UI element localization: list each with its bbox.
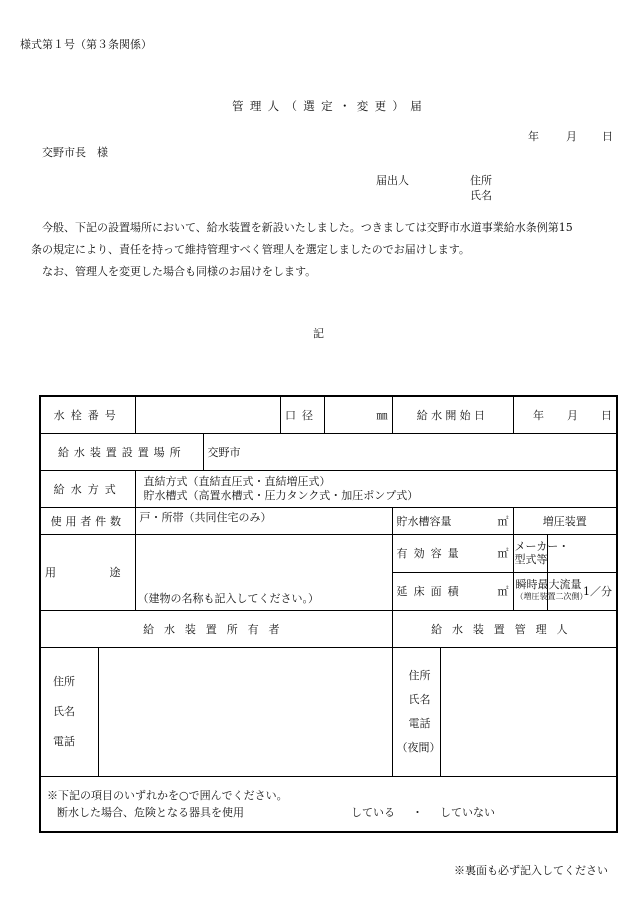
date-month-label: 月 <box>566 130 577 143</box>
date-year-label: 年 <box>528 130 539 143</box>
notice-cell <box>40 776 617 832</box>
maker-label <box>513 534 570 572</box>
flow-line-1: 瞬時最大流量 <box>515 578 582 591</box>
faucet-number-input[interactable] <box>135 396 280 433</box>
tank-capacity-unit: ㎡ <box>440 507 513 534</box>
tank-capacity-label: 貯水槽容量 <box>392 507 440 534</box>
date-day-label: 日 <box>602 130 613 143</box>
table-row-location <box>40 433 617 470</box>
maker-line-2: 型式等 <box>514 553 548 566</box>
supply-start-label: 給水開始日 <box>392 396 513 433</box>
table-row-headers <box>40 610 617 647</box>
manager-labels <box>392 647 440 776</box>
floor-area-unit: ㎡ <box>440 572 513 610</box>
table-row-use-1 <box>40 534 617 572</box>
location-label: 給水装置設置場所 <box>40 433 203 470</box>
body-paragraph-1-line-1: 今般、下記の設置場所において、給水装置を新設いたしました。つきましては交野市水道事業給水条例第15 <box>42 221 573 234</box>
supply-start-year: 年 <box>533 408 545 422</box>
owner-phone-label: 電話 <box>53 734 75 748</box>
notice-line-1: ※下記の項目のいずれかを○で囲んでください。 <box>47 788 288 802</box>
notice-question: 断水した場合、危険となる器具を使用 <box>57 805 244 819</box>
method-options[interactable] <box>135 470 617 507</box>
floor-area-label: 延床面積 <box>392 572 440 610</box>
addressee: 交野市長 様 <box>42 146 108 159</box>
manager-value[interactable] <box>440 647 617 776</box>
flow-unit[interactable]: 1／分 <box>547 572 617 610</box>
manager-night-label: （夜間） <box>396 740 441 754</box>
page-title: 管理人（選定・変更）届 <box>232 99 429 113</box>
use-value[interactable] <box>135 534 392 610</box>
body-paragraph-1-line-2: 条の規定により、責任を持って維持管理すべく管理人を選定しましたのでお届けします。 <box>31 243 470 256</box>
flow-label <box>513 572 588 610</box>
diameter-label: 口径 <box>280 396 324 433</box>
faucet-number-label: 水栓番号 <box>40 396 135 433</box>
manager-name-label: 氏名 <box>408 692 431 706</box>
flow-line-2: （増圧装置二次側） <box>515 592 588 601</box>
owner-name-label: 氏名 <box>53 704 75 718</box>
owner-value[interactable] <box>98 647 392 776</box>
body-paragraph-2: なお、管理人を変更した場合も同様のお届けをします。 <box>42 265 317 278</box>
use-label <box>40 534 135 610</box>
method-direct: 直結方式（直結直圧式・直結増圧式） <box>143 474 331 488</box>
users-value[interactable]: 戸・所帯（共同住宅のみ） <box>135 507 392 534</box>
building-note: （建物の名称も記入してください。） <box>137 591 320 605</box>
option-separator: ・ <box>412 805 423 819</box>
effective-capacity-unit: ㎡ <box>440 534 513 572</box>
option-yes[interactable]: している <box>351 805 395 819</box>
application-table <box>39 395 618 833</box>
location-value[interactable]: 交野市 <box>203 433 617 470</box>
back-note: ※裏面も必ず記入してください <box>454 864 608 877</box>
owner-labels <box>40 647 98 776</box>
supply-start-day: 日 <box>601 408 613 422</box>
owner-header: 給水装置所有者 <box>40 610 392 647</box>
option-no[interactable]: していない <box>440 805 495 819</box>
supply-start-date[interactable] <box>513 396 617 433</box>
notifier-name-label: 氏名 <box>470 189 492 202</box>
manager-address-label: 住所 <box>408 668 431 682</box>
booster-label: 増圧装置 <box>513 507 617 534</box>
form-number: 様式第１号（第３条関係） <box>20 38 152 51</box>
owner-address-label: 住所 <box>53 674 75 688</box>
use-label-1: 用 <box>45 566 56 579</box>
table-row-notice <box>40 776 617 832</box>
effective-capacity-label: 有効容量 <box>392 534 440 572</box>
table-row-faucet <box>40 396 617 433</box>
supply-start-month: 月 <box>567 408 579 422</box>
method-label: 給水方式 <box>40 470 135 507</box>
ki-mark: 記 <box>313 327 324 340</box>
table-row-persons <box>40 647 617 776</box>
method-tank: 貯水槽式（高置水槽式・圧力タンク式・加圧ポンプ式） <box>143 488 419 502</box>
use-label-2: 途 <box>109 566 121 579</box>
table-row-users <box>40 507 617 534</box>
notice-line-2 <box>47 804 610 821</box>
notifier-label: 届出人 <box>376 174 409 187</box>
maker-line-1: メーカー・ <box>514 540 570 553</box>
manager-header: 給水装置管理人 <box>392 610 617 647</box>
users-label: 使用者件数 <box>40 507 135 534</box>
notifier-address-label: 住所 <box>470 174 492 187</box>
diameter-unit: ㎜ <box>324 396 392 433</box>
table-row-method <box>40 470 617 507</box>
manager-phone-label: 電話 <box>408 716 431 730</box>
